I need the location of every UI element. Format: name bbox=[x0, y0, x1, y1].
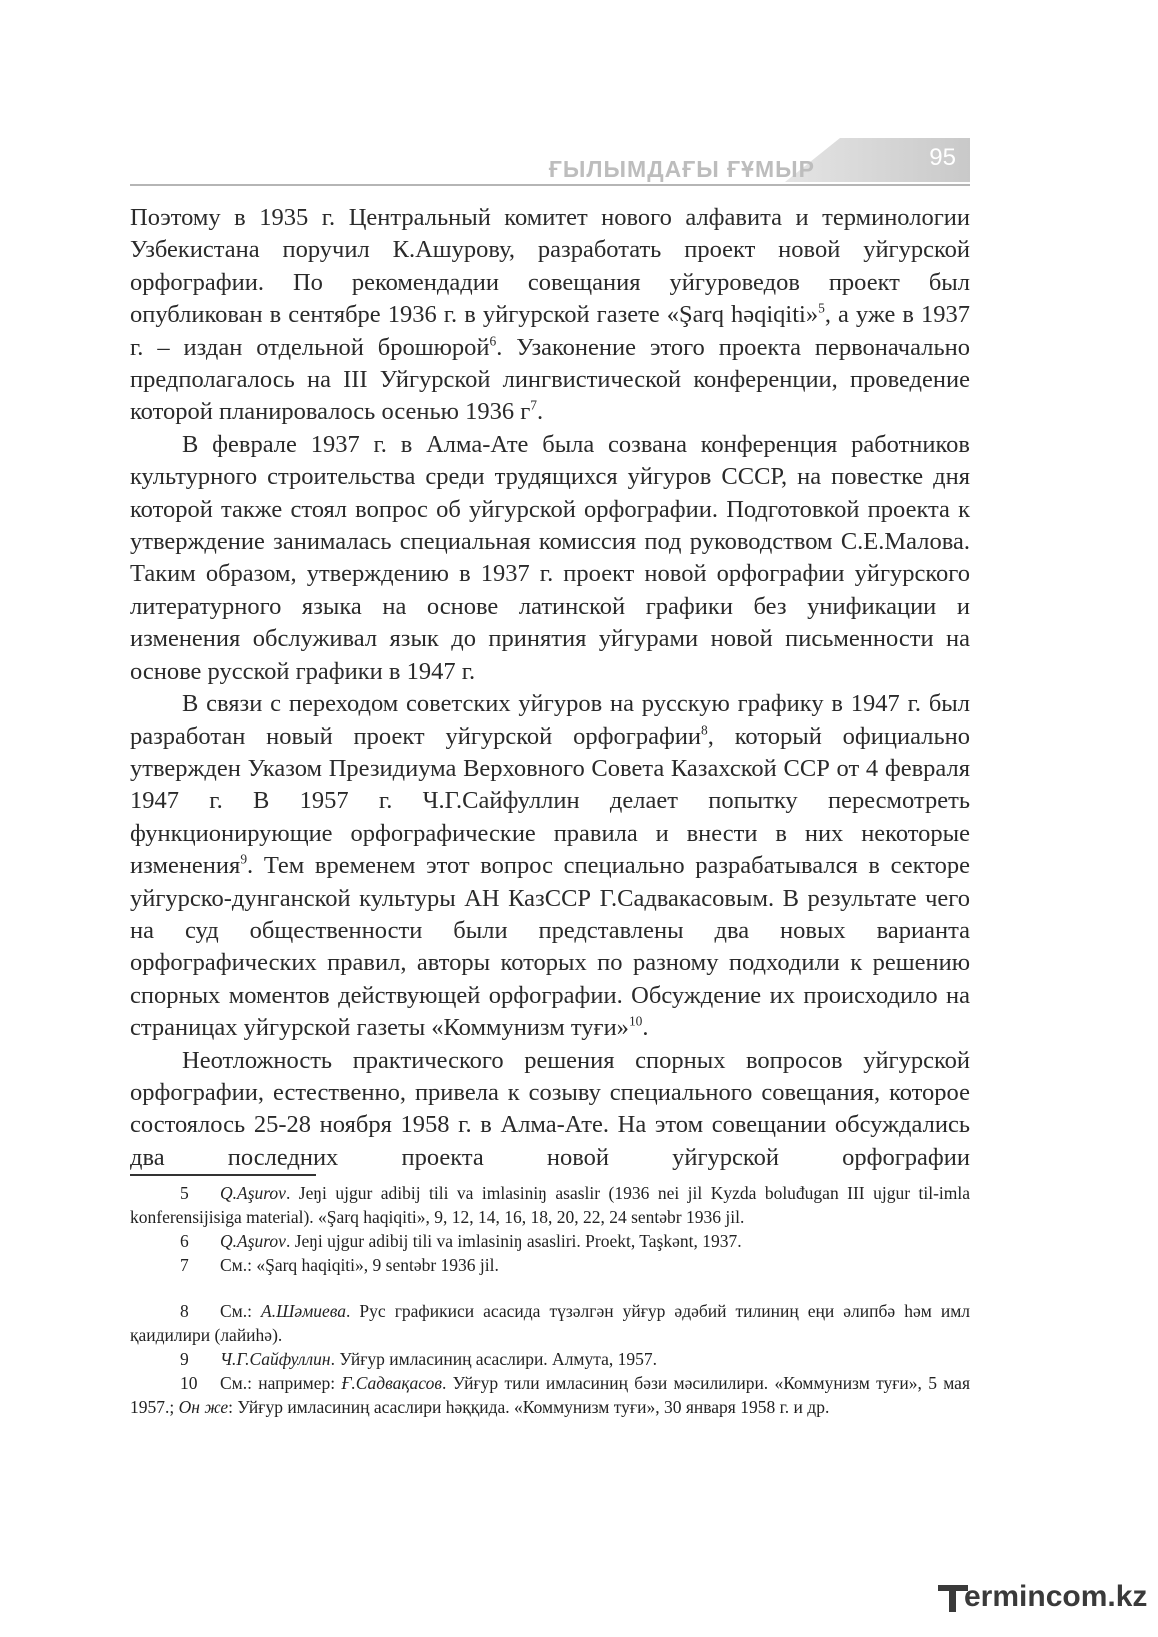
footnote-author: Ғ.Садвақасов bbox=[341, 1373, 442, 1393]
footnote-text: См.: «Şarq haqiqiti», 9 sentəbr 1936 jil. bbox=[220, 1255, 499, 1275]
header-rule bbox=[130, 184, 970, 186]
running-title: ҒЫЛЫМДАҒЫ ҒҰМЫР bbox=[548, 156, 815, 182]
footnote-ref: 7 bbox=[530, 398, 538, 414]
paragraph-text: , а уже в 1937 г. – издан отдельной брошюрой bbox=[130, 301, 970, 361]
footnote bbox=[130, 1371, 970, 1419]
footnote-text: . Jeŋi ujgur adibij tili va imlasiniŋ asasliri. Proekt, Taşkənt, 1937. bbox=[285, 1231, 742, 1251]
footnotes bbox=[130, 1181, 970, 1419]
footnote-author: Ч.Г.Сайфуллин bbox=[220, 1349, 331, 1369]
footnote-number: 7 bbox=[180, 1255, 189, 1275]
paragraph-text: , который официально утвержден Указом Президиума Верховного Совета Казахской ССР от 4 февраля 1947 г. В 1957 г. Ч.Г.Сайфуллин делает попытку пересмотреть функционирующие орфографические правила и внести в них некоторые изменения bbox=[130, 722, 970, 880]
footnote-prefix: См.: bbox=[220, 1301, 262, 1321]
paragraph-2: В феврале 1937 г. в Алма-Ате была созвана конференция работников культурного строительства среди трудящихся уйгуров СССР, на повестке дня которой также стоял вопрос об уйгурской орфографии. Подготовкой проекта к утверждение занималась специальная комиссия под руководством С.Е.Малова. Таким образом, утверждению в 1937 г. проект новой орфографии уйгурского литературного языка на основе латинской графики без унификации и изменения обслуживал язык до принятия уйгурами новой письменности на основе русской графики в 1947 г. bbox=[130, 430, 970, 685]
footnote-separator bbox=[130, 1174, 316, 1176]
footnote bbox=[130, 1253, 970, 1277]
page-number: 95 bbox=[929, 144, 956, 171]
paragraph-text: В связи с переходом советских уйгуров на русскую графику в 1947 г. был разработан новый проект уйгурской орфографии bbox=[130, 690, 970, 750]
paragraph-3 bbox=[130, 688, 970, 1044]
footnote bbox=[130, 1347, 970, 1371]
footnote-ref: 5 bbox=[818, 300, 825, 316]
footnote-text: . Уйғур тили имласиниң бәзи мәсилилири. «Коммунизм туғи», 5 мая 1957.; bbox=[130, 1373, 970, 1417]
footnote-author: Q.Aşurov bbox=[220, 1231, 286, 1251]
footnote bbox=[130, 1181, 970, 1229]
footnote-number: 5 bbox=[180, 1183, 189, 1203]
footnote-ref: 8 bbox=[701, 722, 708, 738]
footnote-number: 10 bbox=[180, 1373, 198, 1393]
footnote-ref: 6 bbox=[489, 333, 497, 349]
footnote-text: . Jeŋi ujgur adibij tili va imlasiniŋ asaslir (1936 nei jil Kyzda boluđugan III ujgur til-imla konferensijisiga material). «Şarq haqiqiti», 9, 12, 14, 16, 18, 20, 22, 24 sentəbr 1936 jil. bbox=[130, 1183, 970, 1227]
paragraph-1 bbox=[130, 202, 970, 429]
footnote bbox=[130, 1299, 970, 1347]
footnote-ref: 9 bbox=[240, 851, 248, 867]
footnote bbox=[130, 1229, 970, 1253]
watermark-text: ermincom.kz bbox=[964, 1580, 1148, 1613]
paragraph-text: . bbox=[642, 1014, 649, 1042]
paragraph-text: . bbox=[537, 398, 544, 426]
footnote-author: Он же bbox=[178, 1397, 229, 1417]
footnote-text: . Рус графикиси асасида түзәлгән уйғур әдәбий тилиниң еңи әлипбә һәм имл қаидилири (лайиһә). bbox=[130, 1301, 971, 1345]
footnote-number: 6 bbox=[180, 1231, 189, 1251]
body-text bbox=[130, 202, 970, 1174]
paragraph-text: . Узаконение этого проекта первоначально предполагалось на III Уйгурской лингвистической конференции, проведение которой планировалось осенью 1936 г bbox=[130, 333, 970, 426]
footnote-ref: 10 bbox=[628, 1013, 643, 1029]
paragraph-text: Поэтому в 1935 г. Центральный комитет нового алфавита и терминологии Узбекистана поручил К.Ашурову, разработать проект новой уйгурской орфографии. По рекомендадии совещания уйгуроведов проект был опубликован в сентябре 1936 г. в уйгурской газете «Şarq həqiqiti» bbox=[130, 204, 970, 329]
footnote-author: А.Шәмиева bbox=[261, 1301, 347, 1321]
paragraph-4: Неотложность практического решения спорных вопросов уйгурской орфографии, естественно, привела к созыву специального совещания, которое состоялось 25-28 ноября 1958 г. в Алма-Ате. На этом совещании обсуждались два последних проекта новой уйгурской орфографии bbox=[130, 1046, 970, 1171]
footnote-prefix: См.: например: bbox=[220, 1373, 342, 1393]
running-header bbox=[130, 138, 970, 190]
watermark-logo bbox=[938, 1580, 1148, 1624]
footnote-number: 9 bbox=[180, 1349, 189, 1369]
paragraph-text: . Тем временем этот вопрос специально разрабатывался в секторе уйгурско-дунганской культуры АН КазССР Г.Садвакасовым. В результате чего на суд общественности были представлены два новых варианта орфографических правил, авторы которых по разному подходили к решению спорных моментов действующей орфографии. Обсуждение их происходило на страницах уйгурской газеты «Коммунизм туғи» bbox=[130, 852, 970, 1042]
footnote-text: . Уйғур имласиниң асаслири. Алмута, 1957. bbox=[330, 1349, 658, 1369]
footnote-text: : Уйғур имласиниң асаслири һәққида. «Коммунизм туғи», 30 января 1958 г. и др. bbox=[228, 1397, 830, 1417]
footnote-author: Q.Aşurov bbox=[220, 1183, 286, 1203]
footnote-number: 8 bbox=[180, 1301, 189, 1321]
